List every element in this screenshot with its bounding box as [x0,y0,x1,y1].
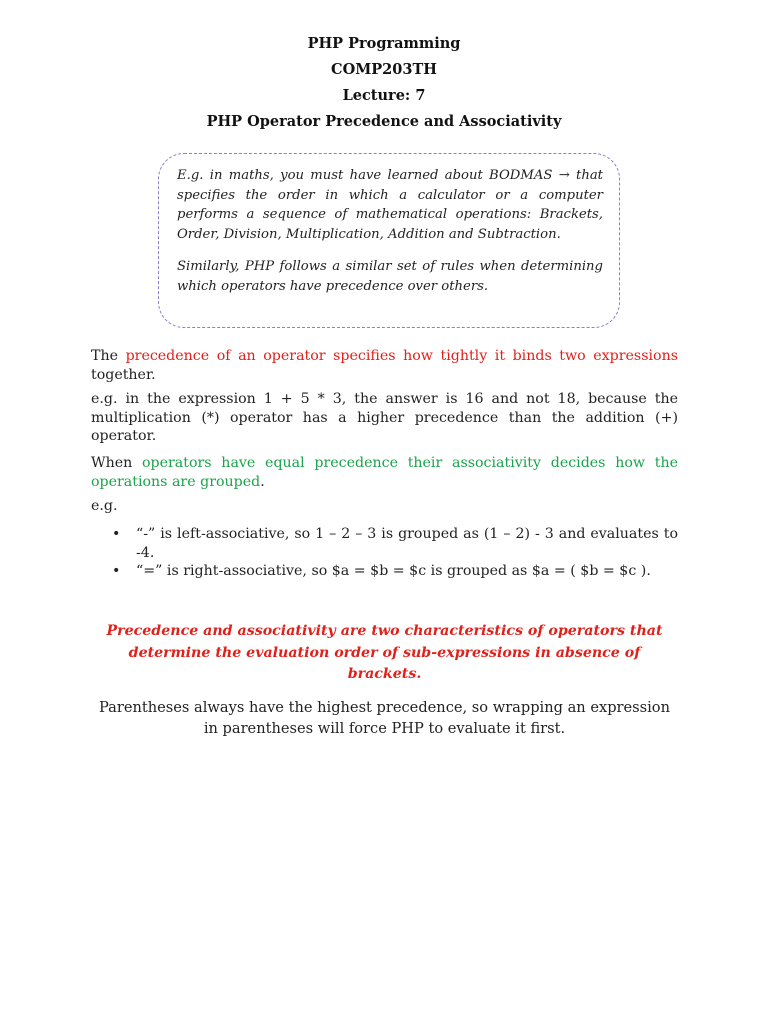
associativity-lead: When [91,455,142,471]
precedence-lead: The [91,348,126,364]
bullet-icon: • [112,563,121,579]
list-item-right-associative [112,562,678,581]
callout-paragraph-bodmas: E.g. in maths, you must have learned about BODMAS → that specifies the order in which a calculator or a computer performs a sequence of mathematical operations: Brackets, Order, Division, Multiplication, Addition and Subtraction. [177,168,603,242]
bodmas-callout-box [158,153,620,328]
list-item-left-associative [112,525,678,562]
precedence-tail: together. [91,366,156,383]
list-item-text: “-” is left-associative, so 1 – 2 – 3 is grouped as (1 – 2) - 3 and evaluates to -4. [136,526,678,561]
list-item-text: “=” is right-associative, so $a = $b = $c is grouped as $a = ( $b = $c ). [136,563,651,579]
lecture-topic: PHP Operator Precedence and Associativity [206,113,562,130]
callout-paragraph-php-rules: Similarly, PHP follows a similar set of rules when determining which operators have precedence over others. [177,259,603,294]
associativity-definition-paragraph [91,454,678,491]
lecture-number: Lecture: 7 [342,87,426,104]
bullet-icon: • [112,526,121,542]
parentheses-note: Parentheses always have the highest precedence, so wrapping an expression in parentheses will force PHP to evaluate it first. [99,699,670,737]
precedence-highlight: precedence of an operator specifies how tightly it binds two expressions [125,348,678,364]
key-takeaway-statement: Precedence and associativity are two characteristics of operators that determine the evaluation order of sub-expressions in absence of brackets. [106,623,663,682]
course-code: COMP203TH [331,61,437,78]
precedence-example-paragraph: e.g. in the expression 1 + 5 * 3, the answer is 16 and not 18, because the multiplication (*) operator has a higher precedence than the addition (+) operator. [91,391,678,444]
precedence-definition-paragraph [91,347,678,384]
associativity-highlight: operators have equal precedence their associativity decides how the operations are grouped [91,455,678,490]
course-title: PHP Programming [307,35,461,52]
eg-label: e.g. [91,498,118,514]
associativity-examples-list [112,525,678,581]
associativity-tail: . [260,473,265,490]
